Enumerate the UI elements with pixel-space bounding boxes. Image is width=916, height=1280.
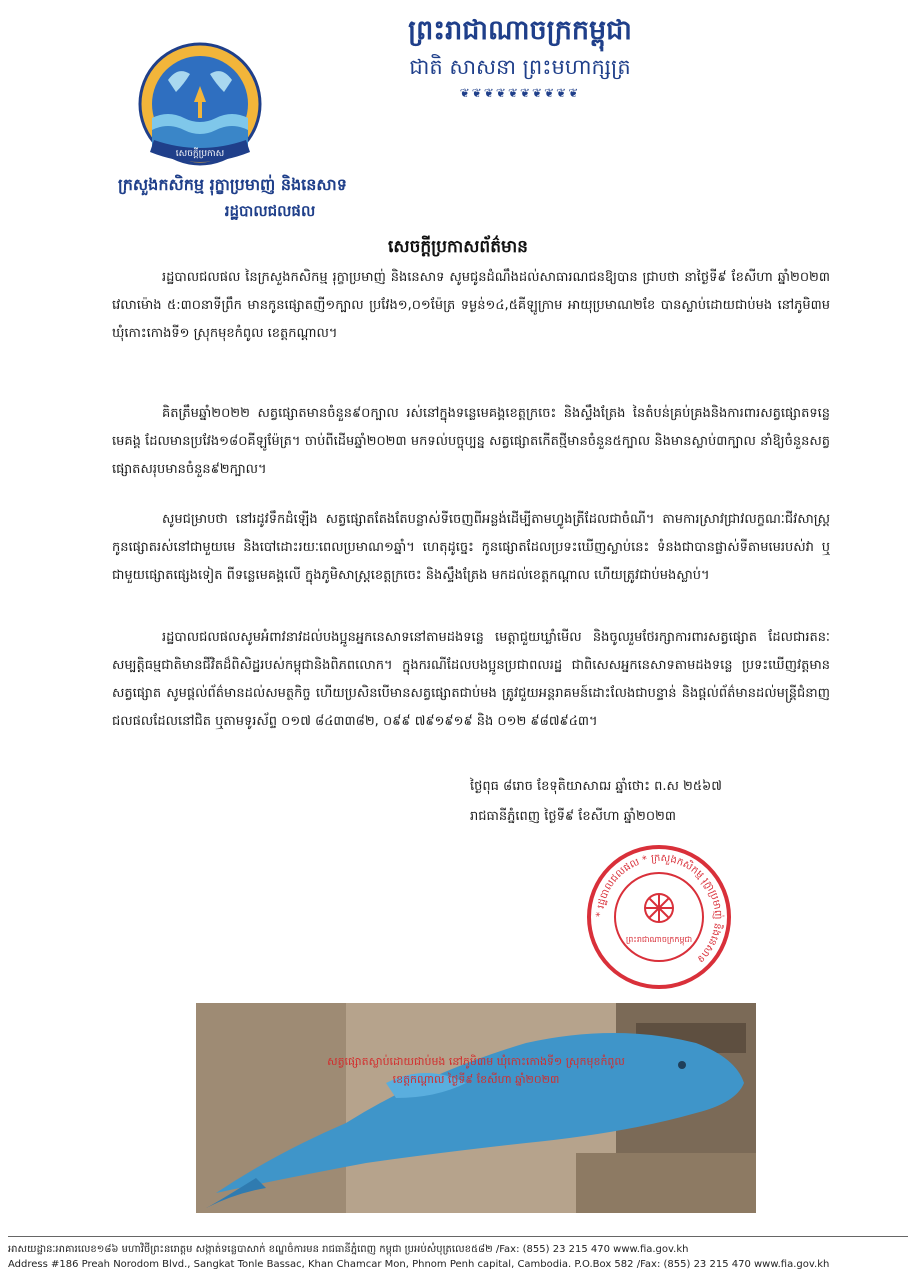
document-title: សេចក្តីប្រកាសព័ត៌មាន — [388, 237, 528, 257]
official-seal — [584, 842, 734, 992]
ornament-divider: ❦❦❦❦❦❦❦❦❦❦ — [459, 86, 581, 100]
photo-caption-line-2: ខេត្តកណ្តាល ថ្ងៃទី៩ ខែសីហា ឆ្នាំ២០២៣ — [392, 1073, 560, 1086]
footer-address-khmer: អាសយដ្ឋានៈអាគារលេខ១៨៦ មហាវិថីព្រះនរោត្តម សង្កាត់ទន្លេបាសាក់ ខណ្ឌចំការមន រាជធានីភ្នំពេញ កម្ពុជា ប្រអប់សំបុត្រលេខ៥៨២ /Fax: (855) 23 215 470 www.fia.gov.kh — [8, 1244, 689, 1255]
paragraph-3: សូមជម្រាបថា នៅរដូវទឹកដំឡើង សត្វផ្សោតតែងតែបន្លាស់ទីចេញពីអន្លង់ដើម្បីតាមហ្វូងត្រីដែលជាចំណី។ តាមការស្រាវជ្រាវលក្ខណៈជីវសាស្ត្រ កូនផ្សោតរស់នៅជាមួយមេ និងបៅដោះរយៈពេលប្រមាណ១ឆ្នាំ។ ហេតុដូច្នេះ កូនផ្សោតដែលប្រទះឃើញស្លាប់នេះ ទំនងជាបានផ្លាស់ទីតាមមេរបស់វា ឬជាមួយផ្សោតផ្សេងទៀត ពីទន្លេមេគង្គលើ ក្នុងភូមិសាស្ត្រខេត្តក្រចេះ និងស្ទឹងត្រែង មកដល់ខេត្តកណ្តាល ហើយត្រូវជាប់មងស្លាប់។ — [112, 512, 830, 583]
photo-caption-line-1: សត្វផ្សោតស្លាប់ដោយជាប់មង នៅភូមិ៣ម ឃុំកោះកោងទី១ ស្រុកមុខកំពូល — [327, 1055, 625, 1068]
seal-inner-text: ព្រះរាជាណាចក្រកម្ពុជា — [625, 935, 693, 944]
dolphin-photo — [196, 1003, 756, 1213]
dolphin-photo-art — [196, 1003, 756, 1213]
paragraph-1: រដ្ឋបាលជលផល នៃក្រសួងកសិកម្ម រុក្ខាប្រមាញ់ និងនេសាទ សូមជូនដំណឹងដល់សាធារណជនឱ្យបាន ជ្រាបថា នាថ្ងៃទី៩ ខែសីហា ឆ្នាំ២០២៣ វេលាម៉ោង ៥:៣០នាទីព្រឹក មានកូនផ្សោតញី១ក្បាល ប្រវែង១,០១ម៉ែត្រ ទម្ងន់១៤,៥គីឡូក្រាម អាយុប្រមាណ២ខែ បានស្លាប់ដោយជាប់មង នៅភូមិ៣ម ឃុំកោះកោងទី១ ស្រុកមុខកំពូល ខេត្តកណ្តាល។ — [112, 270, 830, 341]
footer-divider — [8, 1236, 908, 1237]
kingdom-title: ព្រះរាជាណាចក្រកម្ពុជា — [408, 15, 632, 46]
ministry-name: ក្រសួងកសិកម្ម រុក្ខាប្រមាញ់ និងនេសាទ — [118, 175, 347, 194]
logo-banner-text: សេចក្តីប្រកាស — [175, 149, 225, 159]
lunar-date: ថ្ងៃពុធ ៨រោច ខែទុតិយាសាឍ ឆ្នាំថោះ ព.ស ២៥៦៧ — [470, 779, 722, 794]
national-motto: ជាតិ សាសនា ព្រះមហាក្សត្រ — [409, 55, 631, 79]
paragraph-2: គិតត្រឹមឆ្នាំ២០២២ សត្វផ្សោតមានចំនួន៩០ក្បាល រស់នៅក្នុងទន្លេមេគង្គខេត្តក្រចេះ និងស្ទឹងត្រែង នៃតំបន់គ្រប់គ្រងនិងការពារសត្វផ្សោតទន្លេមេគង្គ ដែលមានប្រវែង១៨០គីឡូម៉ែត្រ។ ចាប់ពីដើមឆ្នាំ២០២៣ មកទល់បច្ចុប្បន្ន សត្វផ្សោតកើតថ្មីមានចំនួន៥ក្បាល និងមានស្លាប់៣ក្បាល នាំឱ្យចំនួនសត្វផ្សោតសរុបមានចំនួន៩២ក្បាល។ — [112, 406, 830, 477]
place-date: រាជធានីភ្នំពេញ ថ្ងៃទី៩ ខែសីហា ឆ្នាំ២០២៣ — [470, 809, 677, 824]
footer-address-english: Address #186 Preah Norodom Blvd., Sangkat Tonle Bassac, Khan Chamcar Mon, Phnom Penh capital, Cambodia. P.O.Box 582 /Fax: (855) 23 215 470 www.fia.gov.kh — [8, 1259, 830, 1270]
seal-ring-text: * រដ្ឋបាលជលផល * ក្រសួងកសិកម្ម រុក្ខាប្រមាញ់ និងនេសាទ — [594, 852, 724, 965]
ministry-logo — [128, 40, 272, 174]
paragraph-4: រដ្ឋបាលជលផលសូមអំពាវនាវដល់បងប្អូនអ្នកនេសាទនៅតាមដងទន្លេ មេត្តាជួយឃ្លាំមើល និងចូលរួមថែរក្សាការពារសត្វផ្សោត ដែលជារតនៈសម្បត្តិធម្មជាតិមានជីវិតដ៏ពិសិដ្ឋរបស់កម្ពុជានិងពិភពលោក។ ក្នុងករណីដែលបងប្អូនប្រជាពលរដ្ឋ ជាពិសេសអ្នកនេសាទតាមដងទន្លេ ប្រទះឃើញវត្តមានសត្វផ្សោត សូមផ្តល់ព័ត៌មានដល់សមត្ថកិច្ច ហើយប្រសិនបើមានសត្វផ្សោតជាប់មង ត្រូវជួយអន្តរាគមន៍ដោះលែងជាបន្ទាន់ និងផ្តល់ព័ត៌មានដល់មន្ត្រីជំនាញជលផលដែលនៅជិត ឬតាមទូរស័ព្ទ ០១៧ ៨៤៣៣៨២, ០៩៩ ៧៩១៩១៩ និង ០១២ ៩៨៧៩៤៣។ — [112, 630, 830, 729]
administration-name: រដ្ឋបាលជលផល — [224, 202, 316, 220]
